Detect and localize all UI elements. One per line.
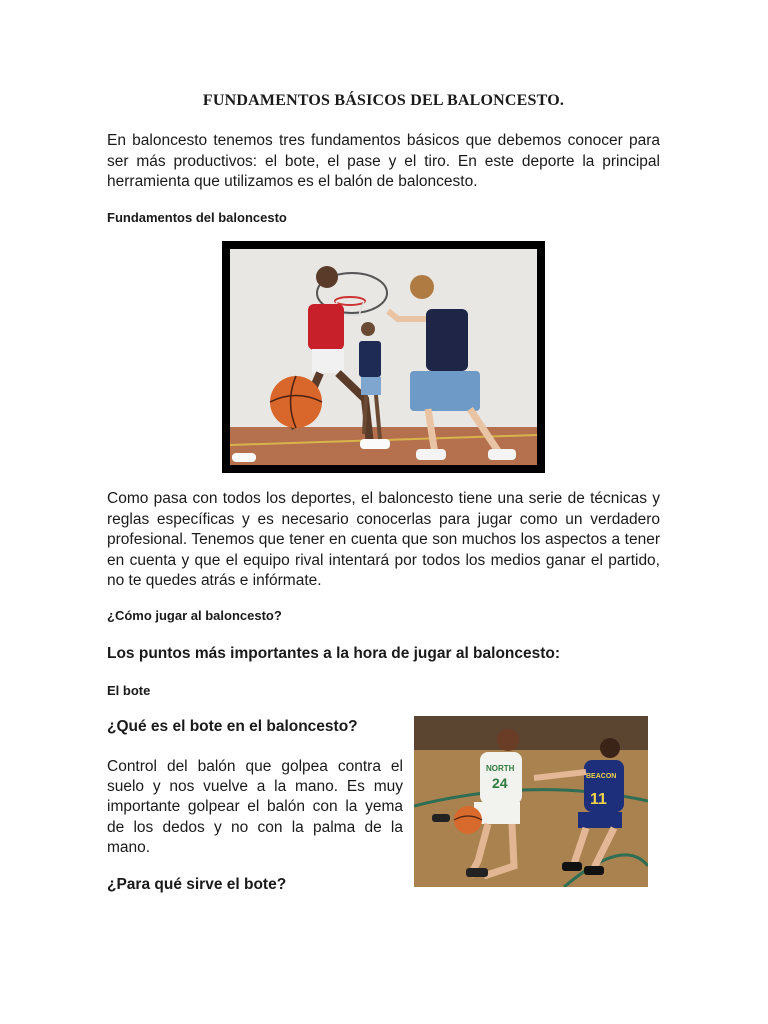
- jersey-number-left: 24: [492, 775, 508, 791]
- question-para-que-sirve: ¿Para qué sirve el bote?: [107, 876, 287, 893]
- intro-paragraph: En baloncesto tenemos tres fundamentos básicos que debemos conocer para ser más productivos: el bote, el pase y el tiro. En este deporte la principal herramienta que utilizamos es el balón de baloncesto.: [107, 132, 660, 190]
- subheading-el-bote: El bote: [107, 683, 151, 698]
- document-title: FUNDAMENTOS BÁSICOS DEL BALONCESTO.: [202, 92, 565, 109]
- jersey-text-left: NORTH: [486, 764, 515, 773]
- points-heading: Los puntos más importantes a la hora de jugar al baloncesto:: [107, 645, 561, 662]
- boys-basketball-photo: [222, 241, 545, 473]
- body-paragraph-techniques: Como pasa con todos los deportes, el baloncesto tiene una serie de técnicas y reglas específicas y es necesario conocerlas para jugar como un verdadero profesional. Tenemos que tener en cuenta que son muchos los aspectos a tener en cuenta y que el equipo rival intentará por todos los medios ganar el partido, no te quedes atrás e infórmate.: [107, 490, 660, 589]
- section-heading-como-jugar: ¿Cómo jugar al baloncesto?: [107, 608, 282, 623]
- jersey-number-right: 11: [590, 791, 607, 808]
- bote-definition-paragraph: Control del balón que golpea contra el suelo y nos vuelve a la mano. Es muy importante golpear el balón con la yema de los dedos y no con la palma de la mano.: [107, 758, 403, 856]
- girls-basketball-photo: [414, 716, 648, 887]
- section-heading-fundamentos: Fundamentos del baloncesto: [107, 210, 287, 225]
- question-que-es-bote: ¿Qué es el bote en el baloncesto?: [107, 718, 358, 735]
- jersey-text-right: BEACON: [586, 773, 617, 780]
